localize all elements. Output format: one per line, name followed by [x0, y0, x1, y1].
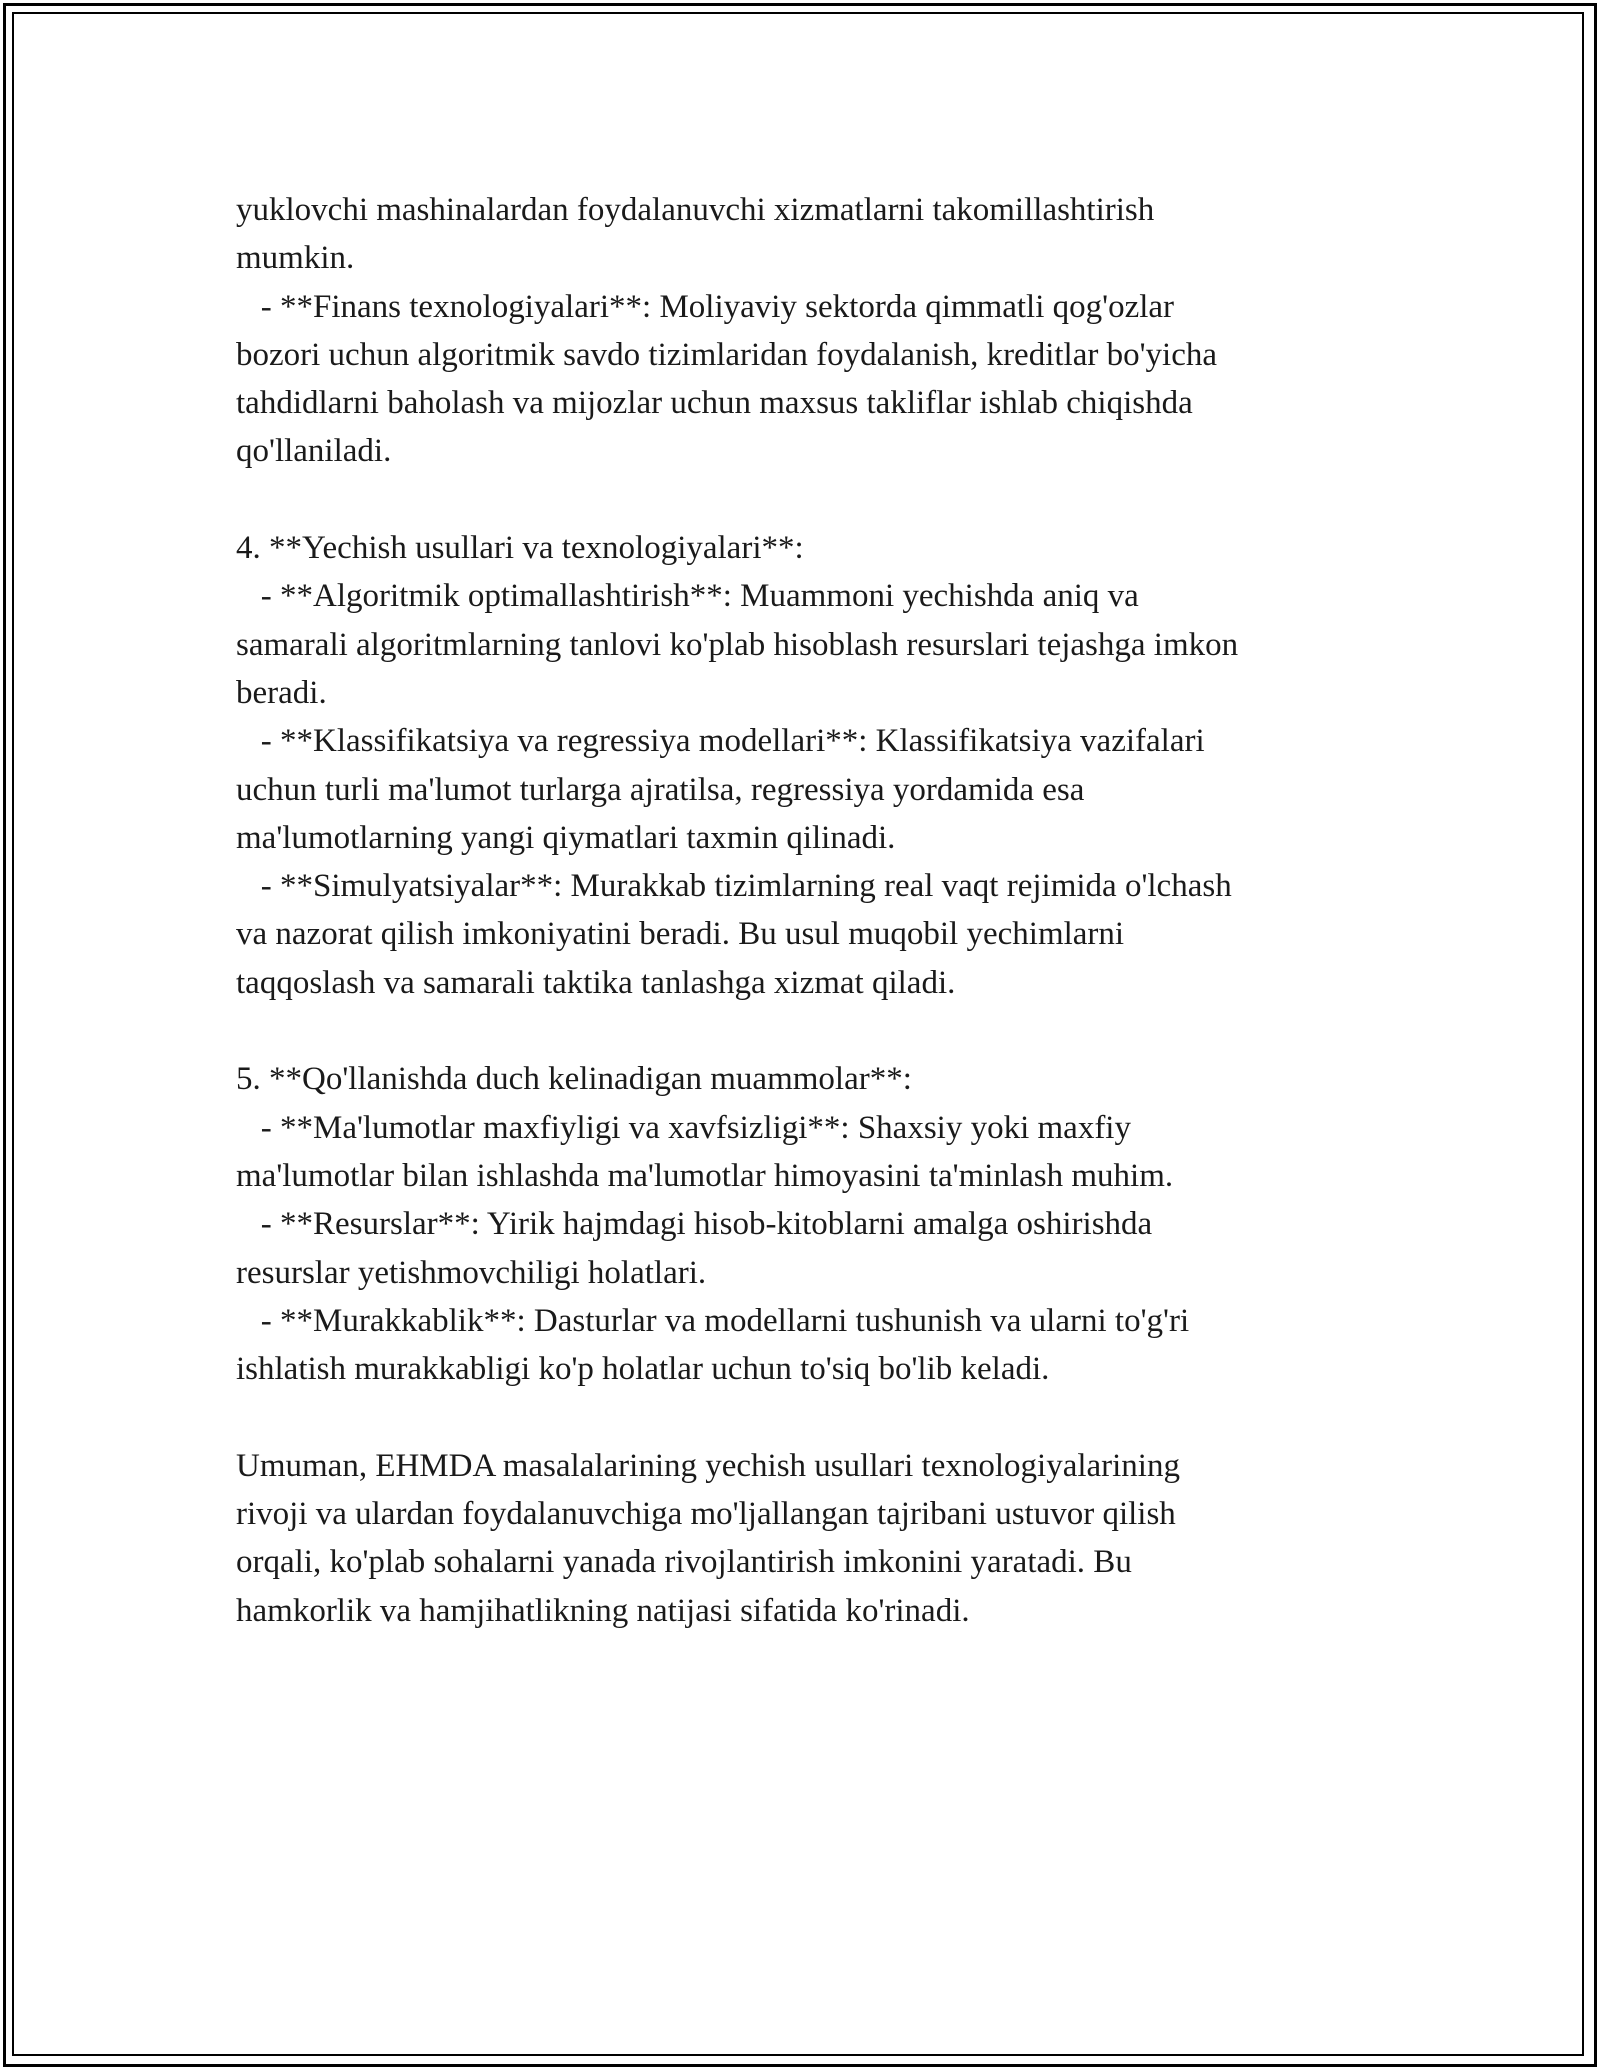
paragraph-gap: [236, 476, 1366, 524]
text-line: qo'llaniladi.: [236, 433, 392, 470]
text-line: tahdidlarni baholash va mijozlar uchun maxsus takliflar ishlab chiqishda: [236, 385, 1193, 422]
text-line: beradi.: [236, 674, 327, 711]
text-line: - **Klassifikatsiya va regressiya modellari**: Klassifikatsiya vazifalari: [236, 723, 1205, 760]
section-heading: 5. **Qo'llanishda duch kelinadigan muammolar**:: [236, 1061, 912, 1098]
text-line: - **Murakkablik**: Dasturlar va modellarni tushunish va ularni to'g'ri: [236, 1302, 1190, 1339]
paragraph-gap: [236, 1393, 1366, 1441]
text-line: resurslar yetishmovchiligi holatlari.: [236, 1254, 707, 1291]
paragraph-continuation: [236, 186, 1366, 476]
text-line: mumkin.: [236, 240, 355, 277]
text-line: ma'lumotlarning yangi qiymatlari taxmin qilinadi.: [236, 819, 896, 856]
text-line: hamkorlik va hamjihatlikning natijasi sifatida ko'rinadi.: [236, 1592, 970, 1629]
text-line: - **Simulyatsiyalar**: Murakkab tizimlarning real vaqt rejimida o'lchash: [236, 868, 1232, 905]
text-line: samarali algoritmlarning tanlovi ko'plab hisoblash resurslari tejashga imkon: [236, 626, 1239, 663]
section-5: [236, 1055, 1366, 1393]
section-heading: 4. **Yechish usullari va texnologiyalari**:: [236, 530, 804, 567]
text-line: orqali, ko'plab sohalarni yanada rivojlantirish imkonini yaratadi. Bu: [236, 1544, 1132, 1581]
text-line: ma'lumotlar bilan ishlashda ma'lumotlar himoyasini ta'minlash muhim.: [236, 1157, 1174, 1194]
text-line: uchun turli ma'lumot turlarga ajratilsa, regressiya yordamida esa: [236, 771, 1085, 808]
text-line: Umuman, EHMDA masalalarining yechish usullari texnologiyalarining: [236, 1447, 1180, 1484]
conclusion-paragraph: [236, 1442, 1366, 1635]
section-4: [236, 524, 1366, 1007]
document-body: [236, 186, 1366, 1635]
text-line: - **Algoritmik optimallashtirish**: Muammoni yechishda aniq va: [236, 578, 1139, 615]
text-line: bozori uchun algoritmik savdo tizimlaridan foydalanish, kreditlar bo'yicha: [236, 336, 1218, 373]
paragraph-gap: [236, 1007, 1366, 1055]
text-line: yuklovchi mashinalardan foydalanuvchi xizmatlarni takomillashtirish: [236, 192, 1155, 228]
text-line: ishlatish murakkabligi ko'p holatlar uchun to'siq bo'lib keladi.: [236, 1351, 1050, 1388]
text-line: va nazorat qilish imkoniyatini beradi. Bu usul muqobil yechimlarni: [236, 916, 1125, 953]
text-line: rivoji va ulardan foydalanuvchiga mo'ljallangan tajribani ustuvor qilish: [236, 1496, 1176, 1533]
text-line: - **Ma'lumotlar maxfiyligi va xavfsizligi**: Shaxsiy yoki maxfiy: [236, 1109, 1131, 1146]
text-line: - **Finans texnologiyalari**: Moliyaviy sektorda qimmatli qog'ozlar: [236, 288, 1175, 325]
text-line: taqqoslash va samarali taktika tanlashga xizmat qiladi.: [236, 964, 956, 1001]
text-line: - **Resurslar**: Yirik hajmdagi hisob-kitoblarni amalga oshirishda: [236, 1206, 1153, 1243]
